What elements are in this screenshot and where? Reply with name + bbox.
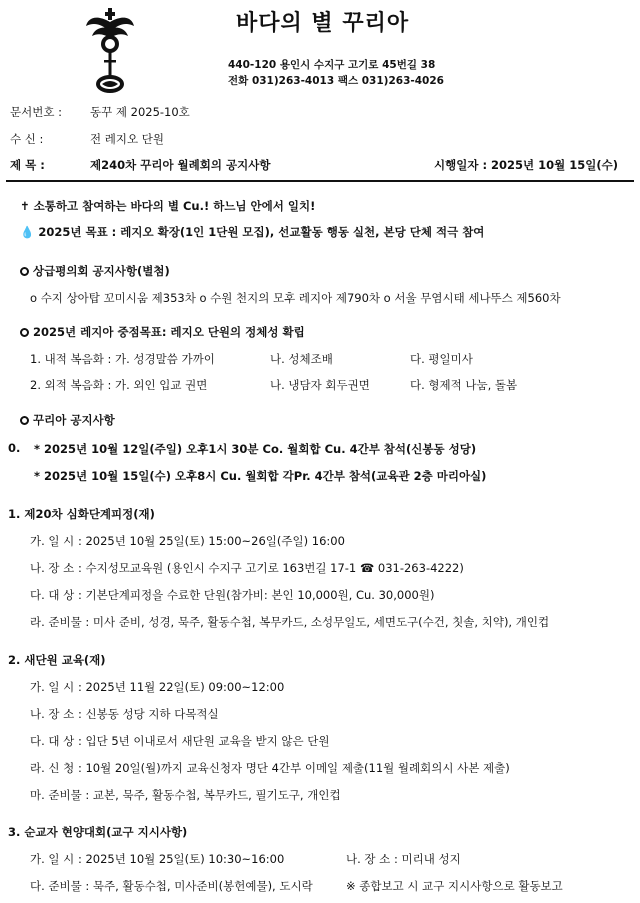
- goal-line: [20, 224, 484, 240]
- focus-goal-heading: 2025년 레지아 중점목표: 레지오 단원의 정체성 확립: [20, 324, 305, 340]
- ring-bullet-icon: [20, 267, 29, 276]
- recipient-value: 전 레지오 단원: [90, 132, 164, 146]
- org-address: 440-120 용인시 수지구 고기로 45번길 38: [228, 59, 436, 71]
- item3-place: 나. 장 소 : 미리내 성지: [346, 852, 461, 866]
- item1-date: 가. 일 시 : 2025년 10월 25일(토) 15:00~26일(주일) 16:00: [30, 534, 345, 548]
- goal-row2-c: 다. 형제적 나눔, 돌봄: [410, 378, 518, 392]
- notice-0-line-a: * 2025년 10월 12일(주일) 오후1시 30분 Co. 월회합 Cu. 4간부 참석(신봉동 성당): [34, 442, 477, 456]
- ring-bullet-icon: [20, 328, 29, 337]
- notice-0-number: 0.: [8, 441, 21, 455]
- goal-text: 2025년 목표 : 레지오 확장(1인 1단원 모집), 선교활동 행동 실천, 본당 단체 적극 참여: [38, 225, 485, 239]
- item2-date: 가. 일 시 : 2025년 11월 22일(토) 09:00~12:00: [30, 680, 285, 694]
- item1-title: 1. 제20차 심화단계피정(재): [8, 507, 155, 521]
- recipient-label: 수 신 :: [10, 132, 44, 146]
- org-title: 바다의 별 꾸리아: [236, 11, 410, 36]
- superior-list: o 수지 상아탑 꼬미시움 제353차 o 수원 천지의 모후 레지아 제790차 o 서울 무염시태 세나뚜스 제560차: [30, 291, 561, 305]
- item2-supplies: 마. 준비물 : 교본, 묵주, 활동수첩, 복무카드, 필기도구, 개인컵: [30, 788, 341, 802]
- divider: [6, 180, 634, 182]
- item3-date: 가. 일 시 : 2025년 10월 25일(토) 10:30~16:00: [30, 852, 285, 866]
- item2-title: 2. 새단원 교육(재): [8, 653, 106, 667]
- item3-note: ※ 종합보고 시 교구 지시사항으로 활동보고: [346, 879, 563, 893]
- goal-row1-b: 나. 성체조배: [270, 352, 333, 366]
- subject-value: 제240차 꾸리아 월례회의 공지사항: [90, 158, 271, 172]
- item2-target: 다. 대 상 : 입단 5년 이내로서 새단원 교육을 받지 않은 단원: [30, 734, 330, 748]
- ring-bullet-icon: [20, 416, 29, 425]
- goal-row1-c: 다. 평일미사: [410, 352, 473, 366]
- notice-0-line-b: * 2025년 10월 15일(수) 오후8시 Cu. 월회합 각Pr. 4간부 참석(교육관 2층 마리아실): [34, 469, 487, 483]
- doc-no-value: 동꾸 제 2025-10호: [90, 105, 190, 119]
- item3-supplies: 다. 준비물 : 묵주, 활동수첩, 미사준비(봉헌예물), 도시락: [30, 879, 313, 893]
- item2-apply: 라. 신 청 : 10월 20일(월)까지 교육신청자 명단 4간부 이메일 제출(11월 월례회의시 사본 제출): [30, 761, 510, 775]
- motto-line: ✝ 소통하고 참여하는 바다의 별 Cu.! 하느님 안에서 일치!: [20, 199, 316, 213]
- curia-notice-heading: 꾸리아 공지사항: [20, 412, 115, 428]
- org-phone: 전화 031)263-4013 팩스 031)263-4026: [228, 75, 444, 87]
- goal-row2-b: 나. 냉담자 회두권면: [270, 378, 370, 392]
- goal-row1-a: 1. 내적 복음화 : 가. 성경말씀 가까이: [30, 352, 215, 366]
- legion-emblem-logo: [84, 8, 136, 94]
- drop-icon: 💧: [20, 225, 35, 239]
- item1-supplies: 라. 준비물 : 미사 준비, 성경, 묵주, 활동수첩, 복무카드, 소성무일도, 세면도구(수건, 칫솔, 치약), 개인컵: [30, 615, 550, 629]
- item1-target: 다. 대 상 : 기본단계피정을 수료한 단원(참가비: 본인 10,000원, Cu. 30,000원): [30, 588, 435, 602]
- doc-no-label: 문서번호 :: [10, 105, 62, 119]
- subject-label: 제 목 :: [10, 158, 45, 172]
- item1-place: 나. 장 소 : 수지성모교육원 (용인시 수지구 고기로 163번길 17-1 ☎ 031-263-4222): [30, 561, 464, 575]
- item3-title: 3. 순교자 현양대회(교구 지시사항): [8, 825, 188, 839]
- superior-heading: 상급평의회 공지사항(별첨): [20, 263, 170, 279]
- issue-date: 시행일자 : 2025년 10월 15일(수): [434, 158, 619, 172]
- goal-row2-a: 2. 외적 복음화 : 가. 외인 입교 권면: [30, 378, 208, 392]
- item2-place: 나. 장 소 : 신봉동 성당 지하 다목적실: [30, 707, 219, 721]
